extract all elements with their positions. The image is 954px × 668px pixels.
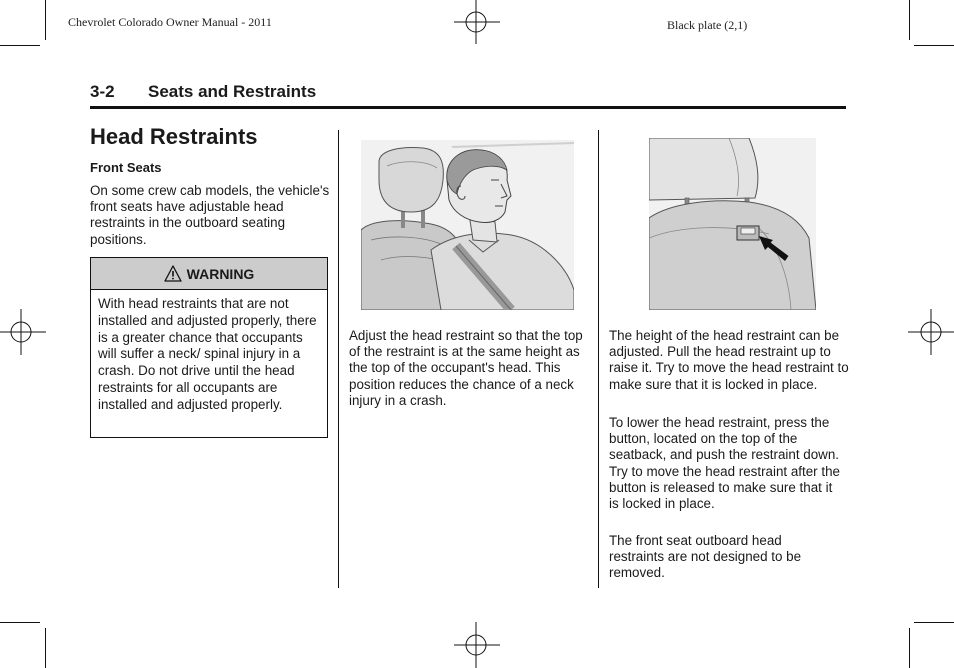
crop-mark-top-right-v	[909, 0, 910, 40]
section-header	[90, 80, 846, 109]
registration-mark-top-icon	[454, 0, 500, 46]
plate-label: Black plate (2,1)	[667, 18, 748, 32]
section-number: 3-2	[90, 82, 115, 101]
manual-title: Chevrolet Colorado Owner Manual - 2011	[68, 15, 272, 29]
column-divider-2	[598, 130, 599, 588]
column-divider-1	[338, 130, 339, 588]
warning-label: WARNING	[186, 265, 255, 282]
crop-mark-bottom-right-v	[909, 628, 910, 668]
page-title: Head Restraints	[90, 124, 258, 149]
section-title: Seats and Restraints	[148, 82, 317, 101]
column3-paragraph-1: The height of the head restraint can be adjusted. Pull the head restraint up to raise it. Try to move the head restraint to make sure that it is locked in place.	[609, 328, 849, 392]
crop-mark-bottom-left-h	[0, 622, 40, 623]
registration-mark-left-icon	[0, 309, 46, 355]
crop-mark-top-left-h	[0, 45, 40, 46]
column2-paragraph: Adjust the head restraint so that the top of the restraint is at the same height as the top of the occupant's head. This position reduces the chance of a neck injury in a crash.	[349, 328, 583, 408]
head-restraint-button-illustration	[649, 138, 816, 310]
crop-mark-top-left-v	[45, 0, 46, 40]
registration-mark-right-icon	[908, 309, 954, 355]
crop-mark-bottom-left-v	[45, 628, 46, 668]
crop-mark-top-right-h	[914, 45, 954, 46]
warning-text: With head restraints that are not installed and adjusted properly, there is a greater chance that occupants will suffer a neck/ spinal injury in a crash. Do not drive until the head restraints for all occupants are installed and adjusted properly.	[98, 296, 317, 412]
crop-mark-bottom-right-h	[914, 622, 954, 623]
warning-header	[91, 258, 327, 290]
subheading-front-seats: Front Seats	[90, 160, 162, 175]
column3-paragraph-3: The front seat outboard head restraints are not designed to be removed.	[609, 533, 802, 581]
warning-triangle-icon	[164, 265, 182, 282]
registration-mark-bottom-icon	[454, 622, 500, 668]
intro-paragraph: On some crew cab models, the vehicle's front seats have adjustable head restraints in the outboard seating positions.	[90, 183, 330, 247]
occupant-head-restraint-illustration	[361, 140, 574, 310]
warning-box	[90, 257, 328, 438]
column3-paragraph-2: To lower the head restraint, press the button, located on the top of the seatback, and push the restraint down. Try to move the head restraint after the button is released to make sure that it is locked in place.	[609, 415, 840, 512]
